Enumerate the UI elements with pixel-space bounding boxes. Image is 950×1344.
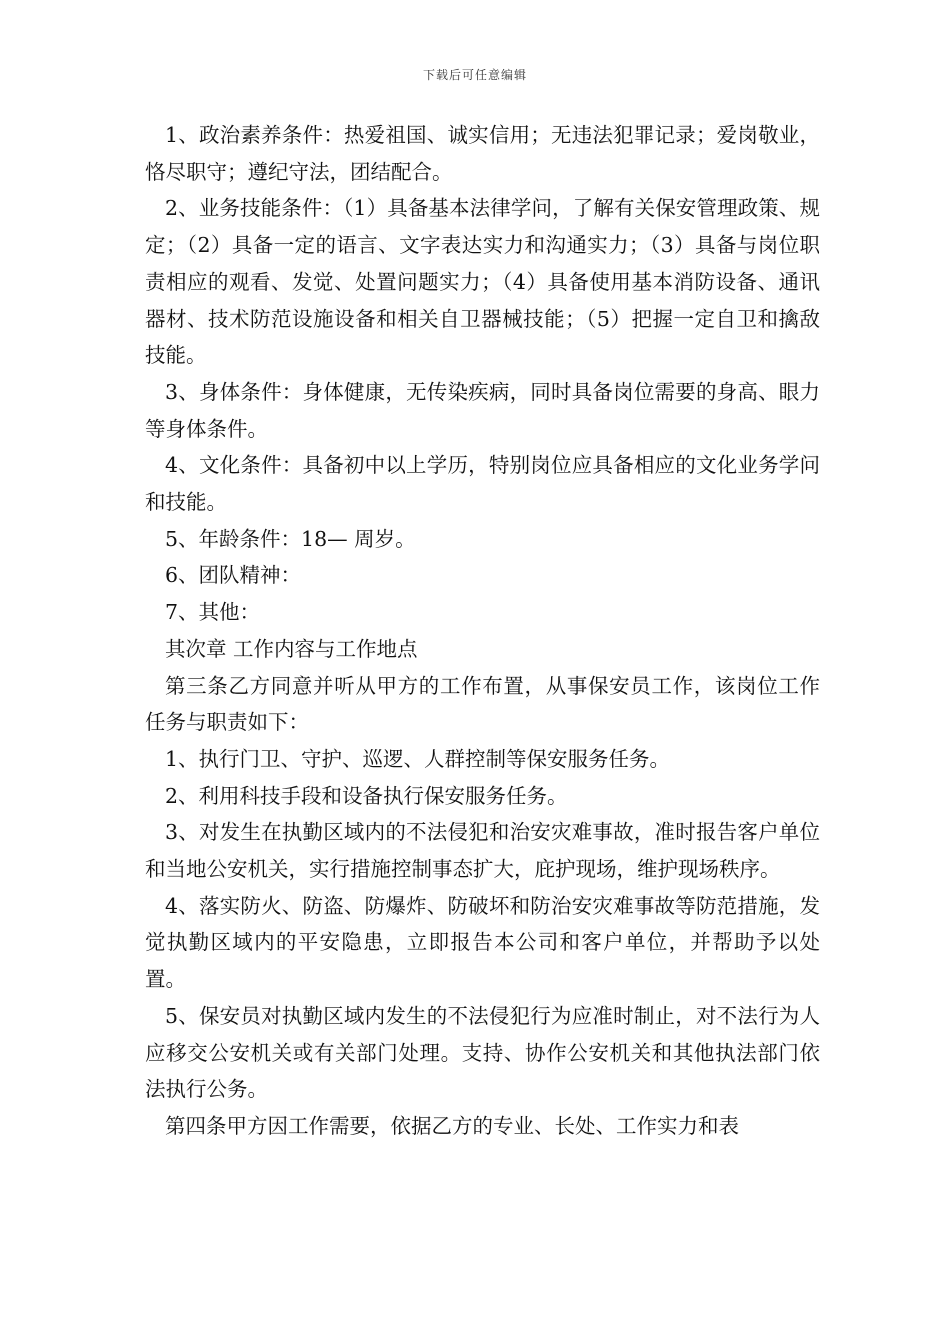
- paragraph-age-conditions: 5、年龄条件：18— 周岁。: [165, 526, 416, 551]
- document-body: [145, 117, 820, 1145]
- paragraph-education-conditions: 4、文化条件：具备初中以上学历，特别岗位应具备相应的文化业务学问和技能。: [145, 453, 820, 515]
- article-three: 第三条乙方同意并听从甲方的工作布置，从事保安员工作，该岗位工作任务与职责如下：: [145, 673, 820, 735]
- duty-item-5: 5、保安员对执勤区域内发生的不法侵犯行为应准时制止，对不法行为人应移交公安机关或有关部门处理。支持、协作公安机关和其他执法部门依法执行公务。: [145, 1003, 820, 1102]
- page-header: 下载后可任意编辑: [422, 68, 527, 82]
- duty-item-2: 2、利用科技手段和设备执行保安服务任务。: [165, 783, 568, 808]
- chapter-heading: 其次章 工作内容与工作地点: [165, 636, 418, 661]
- paragraph-team-spirit: 6、团队精神：: [165, 563, 302, 588]
- paragraph-skill-conditions: 2、业务技能条件：（1）具备基本法律学问，了解有关保安管理政策、规定；（2）具备一定的语言、文字表达实力和沟通实力；（3）具备与岗位职责相应的观看、发觉、处置问题实力；（4）具备使用基本消防设备、通讯器材、技术防范设施设备和相关自卫器械技能；（5）把握一定自卫和擒敌技能。: [145, 196, 820, 368]
- duty-item-3: 3、对发生在执勤区域内的不法侵犯和治安灾难事故，准时报告客户单位和当地公安机关，实行措施控制事态扩大，庇护现场，维护现场秩序。: [145, 820, 820, 882]
- duty-item-1: 1、执行门卫、守护、巡逻、人群控制等保安服务任务。: [165, 746, 671, 771]
- duty-item-4: 4、落实防火、防盗、防爆炸、防破坏和防治安灾难事故等防范措施，发觉执勤区域内的平安隐患，立即报告本公司和客户单位，并帮助予以处置。: [145, 893, 820, 992]
- article-four: 第四条甲方因工作需要，依据乙方的专业、长处、工作实力和表: [165, 1113, 739, 1138]
- paragraph-other: 7、其他：: [165, 600, 261, 625]
- paragraph-physical-conditions: 3、身体条件：身体健康，无传染疾病，同时具备岗位需要的身高、眼力等身体条件。: [145, 379, 820, 441]
- paragraph-political-conditions: 1、政治素养条件：热爱祖国、诚实信用；无违法犯罪记录；爱岗敬业，恪尽职守；遵纪守法，团结配合。: [145, 123, 820, 184]
